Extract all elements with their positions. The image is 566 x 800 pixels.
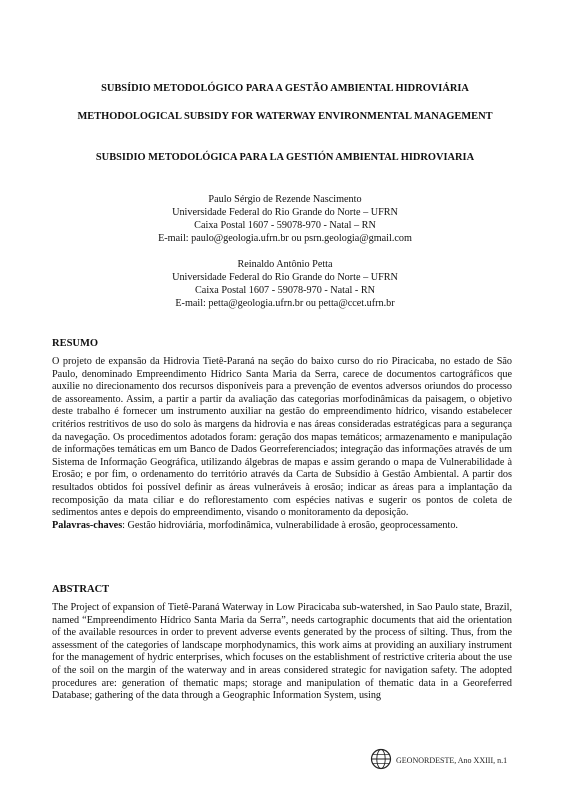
resumo-section [52, 356, 512, 532]
author-name: Reinaldo Antônio Petta [237, 259, 333, 270]
resumo-paragraph: O projeto de expansão da Hidrovia Tietê-Paraná na seção do baixo curso do rio Piracicaba, no estado de São Paulo, denominado Empreendimento Hídrico Santa Maria da Serra, carece de documentos cartográficos que auxilie no direcionamento dos recursos disponíveis para a prevenção de eventos adversos oriundos do processo de assoreamento. Assim, a partir a partir da avaliação das categorias morfodinâmicas da paisagem, o objetivo deste trabalho é fornecer um instrumento auxiliar na gestão do empreendimento hídrico, visando estabelecer critérios restritivos de uso do solo às margens da hidrovia e nas áreas consideradas estratégicas para a segurança da navegação. Os procedimentos adotados foram: geração dos mapas temáticos; armazenamento e manipulação de informações temáticas em um Banco de Dados Georreferenciados; integração das informações através de um Sistema de Informação Geográfica, utilizando álgebras de mapas e assim gerando o mapa de Vulnerabilidade à Erosão; e por fim, o ordenamento do território através da Carta de Subsídio à Gestão Ambiental. A partir dos resultados obtidos foi possível definir as áreas vulneráveis à erosão; indicar as áreas para a implantação da recomposição da mata ciliar e do reflorestamento com espécies nativas e sugerir os pontos de coleta de sedimentos antes e depois do empreendimento, visando o monitoramento da deposição. [52, 356, 512, 519]
title-portuguese: SUBSÍDIO METODOLÓGICO PARA A GESTÃO AMBIENTAL HIDROVIÁRIA [101, 83, 469, 94]
author-email: E-mail: paulo@geologia.ufrn.br ou psrn.geologia@gmail.com [158, 233, 412, 244]
title-english: METHODOLOGICAL SUBSIDY FOR WATERWAY ENVIRONMENTAL MANAGEMENT [77, 111, 493, 122]
author-address: Caixa Postal 1607 - 59078-970 - Natal - RN [195, 285, 375, 296]
abstract-paragraph: The Project of expansion of Tietê-Paraná Waterway in Low Piracicaba sub-watershed, in Sao Paulo state, Brazil, named “Empreendimento Hídrico Santa Maria da Serra”, needs cartographic documents that aid the orientation of the available resources in order to prevent adverse events generated by the process of silting. Thus, from the assessment of the categories of landscape morphodynamics, this work aims at providing an auxiliary instrument for the management of hydric enterprises, which focuses on the establishment of restrictive criteria about the use of the soil on the margin of the waterway and in areas considered strategic for navigation safety. The adopted procedures are: generation of thematic maps; storage and manipulation of thematic data in a Georeferred Database; gathering of the data through a Geographic Information System, using [52, 602, 512, 702]
author-email: E-mail: petta@geologia.ufrn.br ou petta@ccet.ufrn.br [175, 298, 395, 309]
globe-logo-icon [370, 748, 392, 770]
footer-journal-info: GEONORDESTE, Ano XXIII, n.1 [396, 756, 508, 765]
author-block-1 [60, 193, 510, 245]
keywords-line [52, 520, 512, 533]
author-name: Paulo Sérgio de Rezende Nascimento [208, 194, 362, 205]
keywords-text: : Gestão hidroviária, morfodinâmica, vulnerabilidade à erosão, geoprocessamento. [122, 519, 458, 531]
abstract-section [52, 602, 512, 703]
abstract-heading: ABSTRACT [52, 584, 110, 595]
resumo-heading: RESUMO [52, 338, 99, 349]
author-block-2 [60, 258, 510, 310]
author-address: Caixa Postal 1607 - 59078-970 - Natal – RN [194, 220, 376, 231]
title-spanish: SUBSIDIO METODOLÓGICA PARA LA GESTIÓN AMBIENTAL HIDROVIARIA [95, 152, 475, 163]
keywords-label: Palavras-chaves [52, 519, 123, 531]
author-institution: Universidade Federal do Rio Grande do Norte – UFRN [172, 272, 398, 283]
author-institution: Universidade Federal do Rio Grande do Norte – UFRN [172, 207, 398, 218]
